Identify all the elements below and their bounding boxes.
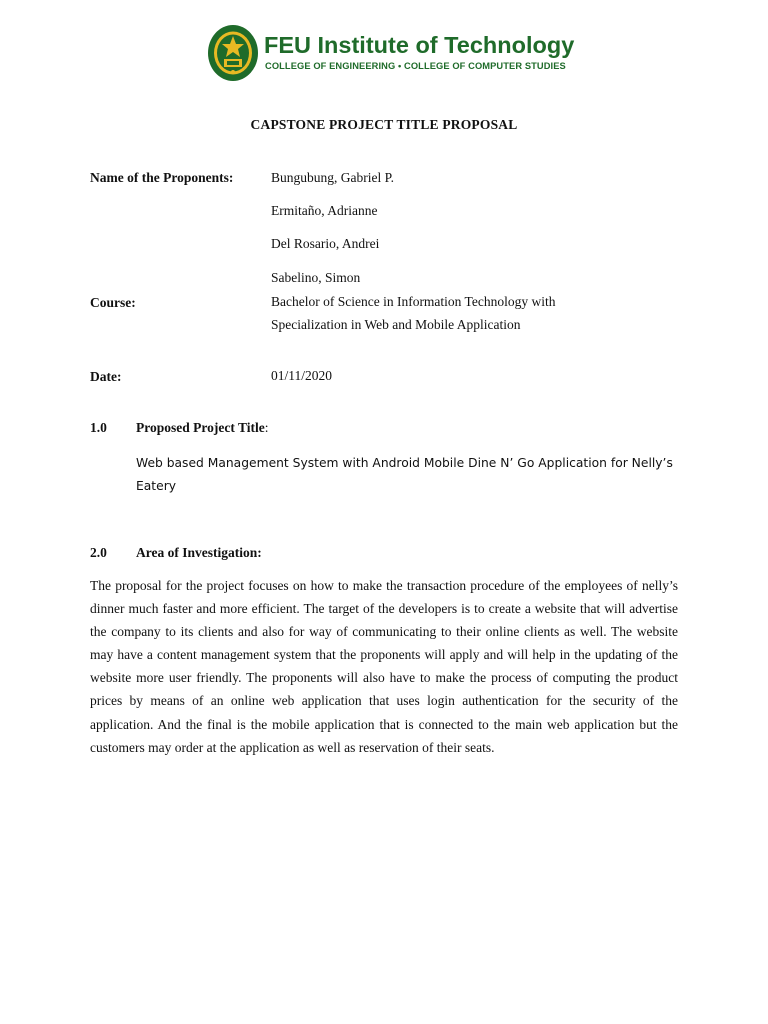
document-title: CAPSTONE PROJECT TITLE PROPOSAL: [250, 117, 518, 132]
institution-header: [207, 24, 577, 84]
feu-seal-logo: [207, 24, 259, 82]
date-label: Date:: [90, 369, 122, 384]
proponent-name: Bungubung, Gabriel P.: [271, 170, 394, 185]
section-number: 2.0: [90, 545, 107, 560]
institution-name: FEU Institute of Technology: [264, 32, 575, 58]
section-heading-colon: :: [264, 420, 269, 435]
date-value: 01/11/2020: [271, 368, 333, 383]
section-heading-text: Proposed Project Title: [136, 420, 265, 435]
proponents-label: Name of the Proponents:: [90, 170, 234, 185]
section-heading: [136, 420, 269, 436]
section-number: 1.0: [90, 420, 107, 435]
proponent-name: Ermitaño, Adrianne: [271, 203, 378, 218]
section-heading: Area of Investigation:: [136, 545, 262, 560]
course-line: Bachelor of Science in Information Technology with: [271, 294, 556, 309]
course-label: Course:: [90, 295, 136, 310]
proposed-project-title: Web based Management System with Android Mobile Dine N’ Go Application for Nelly’s Eatery: [136, 456, 673, 493]
proponent-name: Del Rosario, Andrei: [271, 236, 380, 251]
course-line: Specialization in Web and Mobile Application: [271, 317, 521, 332]
institution-colleges: COLLEGE OF ENGINEERING • COLLEGE OF COMPUTER STUDIES: [265, 61, 566, 71]
proponent-name: Sabelino, Simon: [271, 270, 361, 285]
area-of-investigation-paragraph: The proposal for the project focuses on how to make the transaction procedure of the employees of nelly’s dinner much faster and more efficient. The target of the developers is to create a website that will advertise the company to its clients and also for way of communicating to their online clients as well. The website may have a content management system that the proponents will apply and will help in the updating of the website more user friendly. The proponents will also have to make the process of computing the product prices by means of an online web application that uses login authentication for the security of the application. And the final is the mobile application that is connected to the main web application but the customers may order at the application as well as reservation of their seats.: [90, 578, 678, 755]
